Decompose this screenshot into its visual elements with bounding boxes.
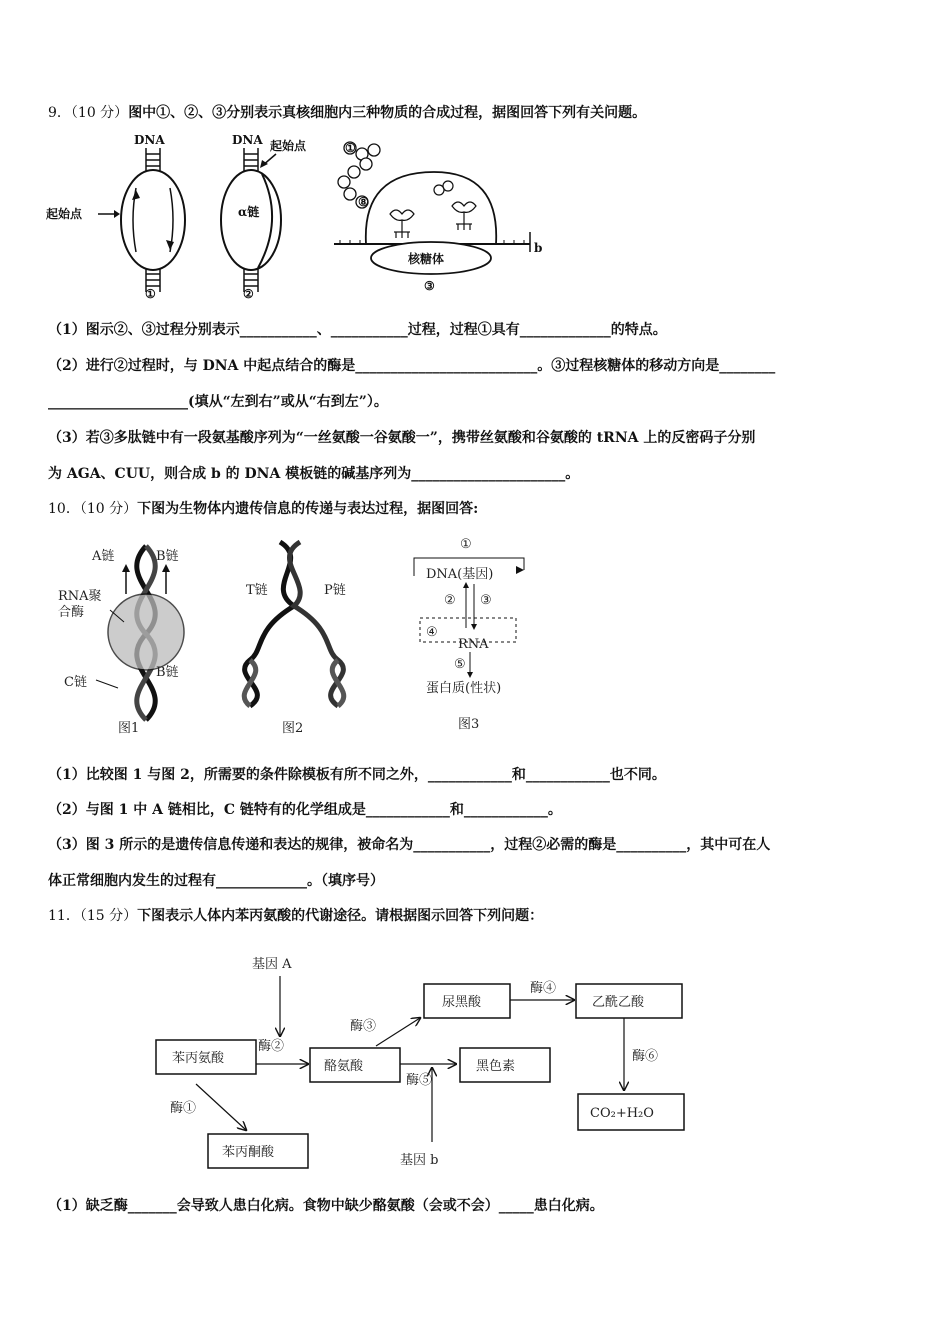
- q11-figure: [150, 946, 690, 1180]
- q10-number: 10．: [48, 501, 80, 517]
- q11-sub1: （1）缺乏酶_______会导致人患白化病。食物中缺少酪氨酸（会或不会）_____患白化病。: [48, 1198, 604, 1214]
- q9-fig-label-2: ②: [243, 287, 254, 300]
- q11-score: （15 分）: [79, 908, 138, 924]
- q9-score: （10 分）: [70, 105, 129, 121]
- q10-fig-rna-pol-2: 合酶: [58, 605, 85, 620]
- q11-fig-gene-b: 基因 b: [400, 1153, 439, 1168]
- q10-heading: [48, 498, 478, 518]
- q11-fig-gene-a: 基因 A: [252, 957, 292, 972]
- q11-fig-acetoacetic: 乙酰乙酸: [592, 995, 645, 1010]
- q10-fig-c4: ④: [426, 625, 438, 640]
- q11-fig-enzyme5: 酶⑤: [406, 1073, 433, 1088]
- q10-fig1-caption: 图1: [118, 721, 140, 736]
- q10-fig-rna: RNA: [458, 637, 489, 652]
- dna-ladder-top-2: [244, 148, 258, 172]
- q9-fig-origin-left: 起始点: [46, 207, 83, 221]
- q9-number: 9．: [48, 105, 71, 121]
- q10-fig-rna-pol-1: RNA聚: [58, 589, 102, 604]
- q10-sub2: （2）与图 1 中 A 链相比，C 链特有的化学组成是____________和____________。: [48, 802, 562, 818]
- q11-fig-enzyme6: 酶⑥: [632, 1049, 659, 1064]
- q10-fig-p-chain: P链: [324, 583, 346, 598]
- q10-score: （10 分）: [79, 501, 138, 517]
- q11-number: 11．: [48, 908, 80, 924]
- q11-fig-phenylpyruvic: 苯丙酮酸: [222, 1145, 275, 1160]
- fig2-helix: [244, 542, 344, 706]
- q10-stem: 下图为生物体内遗传信息的传递与表达过程，据图回答:: [137, 501, 479, 517]
- q10-fig-c1: ①: [460, 537, 472, 552]
- q10-fig-b-chain-top: B链: [156, 549, 179, 564]
- q10-fig-c2: ②: [444, 593, 456, 608]
- q10-fig-dna-gene: DNA(基因): [426, 567, 494, 582]
- dna-ladder-top-1: [146, 148, 160, 172]
- q9-heading: [48, 102, 646, 122]
- q11-fig-homogentisic: 尿黑酸: [442, 995, 482, 1010]
- q9-fig-label-3: ③: [424, 279, 435, 293]
- q9-sub3-line1: （3）若③多肽链中有一段氨基酸序列为“一丝氨酸一谷氨酸一”，携带丝氨酸和谷氨酸的 tRNA 上的反密码子分别: [48, 430, 756, 446]
- q10-figure: [54, 530, 544, 740]
- q10-sub3-line2: 体正常细胞内发生的过程有_____________。（填序号）: [48, 873, 384, 889]
- q11-fig-enzyme3: 酶③: [350, 1019, 377, 1034]
- q9-fig-circle-eight: ⑧: [358, 195, 369, 209]
- q10-fig-protein: 蛋白质(性状): [426, 681, 502, 696]
- q10-fig-t-chain: T链: [246, 583, 268, 598]
- rna-polymerase-blob: [108, 594, 184, 670]
- q9-fig-ribosome: 核糖体: [408, 252, 445, 266]
- q11-fig-enzyme2: 酶②: [258, 1039, 285, 1054]
- q10-fig-b-chain-bottom: B链: [156, 665, 179, 680]
- q10-sub3-line1: （3）图 3 所示的是遗传信息传递和表达的规律，被命名为___________，过程②必需的酶是__________，其中可在人: [48, 837, 771, 853]
- q9-figure: [44, 128, 564, 300]
- q10-fig-c5: ⑤: [454, 657, 466, 672]
- q9-sub1: （1）图示②、③过程分别表示___________、___________过程，过程①具有_____________的特点。: [48, 322, 667, 338]
- trna-2: [434, 181, 476, 230]
- q11-heading: [48, 905, 543, 925]
- ribosome-large: [366, 172, 496, 244]
- q9-fig-dna2: DNA: [232, 133, 263, 147]
- q11-fig-co2: CO₂+H₂O: [590, 1106, 654, 1121]
- q11-fig-enzyme4: 酶④: [530, 981, 557, 996]
- replication-bubble: [121, 170, 185, 270]
- q9-fig-label-1: ①: [145, 287, 156, 300]
- q11-fig-phe: 苯丙氨酸: [172, 1051, 225, 1066]
- q10-sub1: （1）比较图 1 与图 2，所需要的条件除模板有所不同之外，____________和____________也不同。: [48, 767, 666, 783]
- q10-fig3-caption: 图3: [458, 717, 480, 732]
- q9-fig-b: b: [534, 241, 543, 255]
- q11-fig-tyr: 酪氨酸: [324, 1059, 364, 1074]
- q10-fig-c3: ③: [480, 593, 492, 608]
- q10-fig-a-chain: A链: [92, 549, 115, 564]
- q10-fig-c-chain: C链: [64, 675, 87, 690]
- q11-fig-melanin: 黑色素: [476, 1059, 516, 1074]
- q9-fig-dna1: DNA: [134, 133, 165, 147]
- q9-sub3-line2: 为 AGA、CUU，则合成 b 的 DNA 模板链的碱基序列为______________________。: [48, 466, 580, 482]
- q9-stem: 图中①、②、③分别表示真核细胞内三种物质的合成过程，据图回答下列有关问题。: [128, 105, 647, 121]
- q10-fig2-caption: 图2: [282, 721, 304, 736]
- q9-sub2-line2: ____________________(填从“左到右”或从“右到左”）。: [48, 394, 388, 410]
- q11-stem: 下图表示人体内苯丙氨酸的代谢途径。请根据图示回答下列问题：: [137, 908, 544, 924]
- q9-sub2-line1: （2）进行②过程时，与 DNA 中起点结合的酶是__________________________。③过程核糖体的移动方向是________: [48, 358, 776, 374]
- q9-fig-origin-top: 起始点: [270, 139, 307, 153]
- q11-fig-enzyme1: 酶①: [170, 1101, 197, 1116]
- q9-fig-circle-one: ①: [345, 141, 356, 155]
- trna-1: [390, 210, 414, 238]
- q9-fig-alpha: α链: [238, 205, 260, 219]
